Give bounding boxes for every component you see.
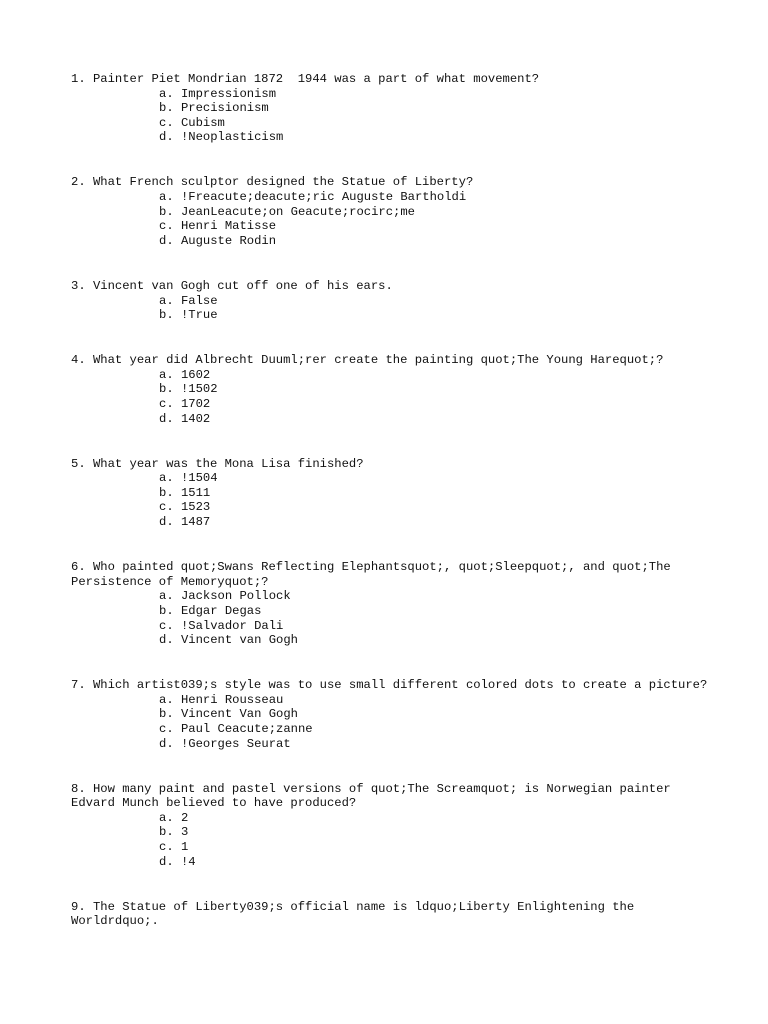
answer-option: a. 2 bbox=[159, 810, 189, 825]
question-block bbox=[71, 678, 711, 751]
answer-option: c. 1523 bbox=[159, 500, 211, 515]
answer-option: b. 3 bbox=[159, 825, 189, 840]
answer-option: a. False bbox=[159, 293, 218, 308]
answer-option: b. Precisionism bbox=[159, 101, 269, 116]
quiz-document bbox=[71, 72, 711, 959]
question-block bbox=[71, 353, 711, 426]
question-text: 3. Vincent van Gogh cut off one of his ears. bbox=[71, 278, 393, 293]
question-block bbox=[71, 782, 711, 870]
answer-option: a. 1602 bbox=[159, 367, 211, 382]
answer-option: c. 1702 bbox=[159, 397, 211, 411]
question-text: 4. What year did Albrecht Duuml;rer create the painting quot;The Young Harequot;? bbox=[71, 353, 664, 368]
answer-option: a. Impressionism bbox=[159, 86, 277, 101]
answer-option: a. Jackson Pollock bbox=[159, 589, 291, 604]
answer-option: d. Auguste Rodin bbox=[159, 233, 277, 248]
answer-option: d. !Georges Seurat bbox=[159, 736, 291, 751]
question-text: 8. How many paint and pastel versions of quot;The Screamquot; is Norwegian painter Edvard Munch believed to have produced? bbox=[71, 781, 679, 811]
answer-option: d. Vincent van Gogh bbox=[159, 633, 298, 648]
question-block bbox=[71, 175, 711, 248]
answer-option: d. 1402 bbox=[159, 411, 211, 426]
answer-option: d. !4 bbox=[159, 854, 196, 869]
answer-option: a. !1504 bbox=[159, 471, 218, 486]
question-text: 2. What French sculptor designed the Statue of Liberty? bbox=[71, 175, 474, 190]
question-text: 9. The Statue of Liberty039;s official name is ldquo;Liberty Enlightening the Worldrdquo;. bbox=[71, 899, 642, 929]
question-text: 7. Which artist039;s style was to use small different colored dots to create a picture? bbox=[71, 678, 708, 693]
question-block bbox=[71, 560, 711, 648]
answer-option: b. 1511 bbox=[159, 485, 211, 500]
answer-option: d. !Neoplasticism bbox=[159, 130, 284, 145]
answer-option: b. Edgar Degas bbox=[159, 603, 262, 618]
answer-option: c. Cubism bbox=[159, 115, 225, 130]
answer-option: c. Henri Matisse bbox=[159, 219, 277, 234]
question-text: 6. Who painted quot;Swans Reflecting Elephantsquot;, quot;Sleepquot;, and quot;The Persistence of Memoryquot;? bbox=[71, 560, 679, 589]
answer-option: b. JeanLeacute;on Geacute;rocirc;me bbox=[159, 204, 415, 219]
question-block bbox=[71, 900, 711, 929]
answer-option: c. 1 bbox=[159, 840, 189, 855]
question-text: 5. What year was the Mona Lisa finished? bbox=[71, 456, 364, 471]
answer-option: b. Vincent Van Gogh bbox=[159, 707, 298, 722]
answer-option: c. !Salvador Dali bbox=[159, 618, 284, 633]
question-block bbox=[71, 457, 711, 530]
question-block bbox=[71, 279, 711, 323]
question-block bbox=[71, 72, 711, 145]
answer-option: b. !True bbox=[159, 308, 218, 323]
answer-option: a. Henri Rousseau bbox=[159, 692, 284, 707]
answer-option: a. !Freacute;deacute;ric Auguste Bartholdi bbox=[159, 190, 467, 205]
answer-option: d. 1487 bbox=[159, 515, 211, 530]
answer-option: b. !1502 bbox=[159, 382, 218, 397]
answer-option: c. Paul Ceacute;zanne bbox=[159, 722, 313, 736]
question-text: 1. Painter Piet Mondrian 1872 1944 was a part of what movement? bbox=[71, 72, 540, 86]
